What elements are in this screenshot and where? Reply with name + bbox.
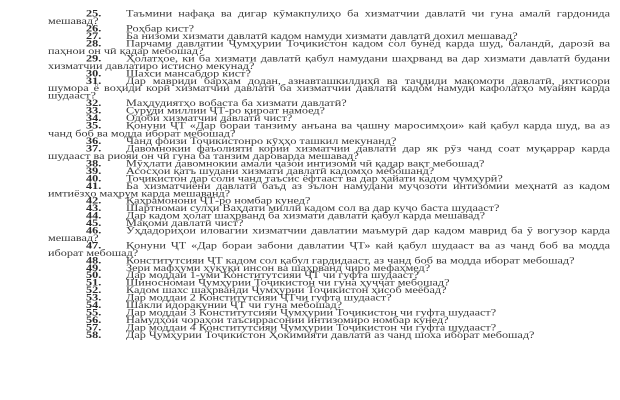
question-number: 56. bbox=[86, 314, 102, 326]
question-number: 39. bbox=[86, 165, 102, 176]
question-text: Қаҳрамонони ҶТ-ро номбар кунед? bbox=[126, 195, 311, 206]
question-text: Ба низоми хизмати давлатӣ кадом намуди хизмати давлатӣ дохил мешавад? bbox=[126, 30, 518, 42]
question-item bbox=[48, 329, 610, 341]
question-number: 53. bbox=[86, 292, 102, 303]
question-text: Чанд фоизи Тоҷикистонро кӯҳҳо ташкил мекунанд? bbox=[126, 135, 397, 146]
question-number: 43. bbox=[86, 202, 102, 214]
question-text: Конститутсияи ҶТ кадом сол қабул гардидааст, аз чанд боб ва модда иборат мебошад? bbox=[126, 255, 575, 266]
question-text: Дар моддаи 3 Конститутсияи Ҷумҳурии Тоҷикистон чи гуфта шудааст? bbox=[126, 307, 497, 318]
question-number: 29. bbox=[86, 53, 102, 64]
question-text: Тоҷикистон дар соли чанд таъсис ёфтааст ва дар ҳайати кадом ҷумҳурӣ? bbox=[126, 172, 503, 184]
question-text: Маҳдудиятҳо вобаста ба хизмати давлатӣ? bbox=[126, 98, 347, 109]
question-text: Шахси мансабдор кист? bbox=[126, 68, 251, 79]
question-text: Ҳолатҳое, ки ба хизмати давлатӣ қабул намудани шаҳрванд ва дар хизмати давлатӣ будани хизматчии давлатиро истисно мекунад? bbox=[48, 53, 610, 72]
question-number: 49. bbox=[86, 262, 102, 274]
question-number: 57. bbox=[86, 322, 102, 333]
question-number: 34. bbox=[86, 113, 102, 124]
question-text: Одоби хизматчии давлатӣ чист? bbox=[126, 113, 293, 124]
question-list bbox=[48, 10, 610, 339]
question-number: 40. bbox=[86, 172, 102, 184]
question-text: Дар моддаи 1-уми Конститутсияи ҶТ чи гуфта шудааст? bbox=[126, 270, 419, 281]
question-text: Дар моддаи 4 Конститутсияи Ҷумҳурии Тоҷикистон чи гуфта шудааст? bbox=[126, 322, 497, 333]
question-text: Суруди миллии ҶТ-ро қироат намоед? bbox=[126, 105, 325, 117]
question-text: Роҳбар кист? bbox=[126, 23, 195, 34]
question-number: 30. bbox=[86, 68, 102, 79]
question-text: Шартномаи сулҳи Ваҳдати миллӣ кадом сол ва дар куҷо баста шудааст? bbox=[126, 202, 500, 214]
question-text: Намудҳои чораҳои таъсиррасонии интизомиро номбар кунед? bbox=[126, 314, 449, 326]
question-text: Қонуни ҶТ «Дар бораи танзиму анъана ва ҷашну маросимҳои» кай қабул карда шуд, ва аз чанд боб ва модда иборат мебошад? bbox=[48, 120, 610, 139]
question-text: Давомнокии фаъолияти кории хизматчии давлатӣ дар як рӯз чанд соат муқаррар карда шудааст ва риояи он чӣ гуна ба танзим дароварда мешавад? bbox=[48, 143, 610, 161]
question-number: 51. bbox=[86, 277, 102, 288]
question-number: 50. bbox=[86, 270, 102, 281]
question-number: 46. bbox=[86, 225, 102, 236]
question-number: 31. bbox=[86, 75, 102, 87]
question-text: Ба хизматчиёни давлатӣ баъд аз эълон намудани муҷозоти интизомии меҳнатӣ аз кадом имтиёзҳо маҳрум карда мешаванд? bbox=[48, 180, 610, 199]
question-text: Зери мафҳуми ҳуқуқи инсон ва шаҳрванд чиро мефаҳмед? bbox=[126, 262, 431, 274]
question-text: Ӯҳдадориҳои иловагии хизматчии давлатии маъмурӣ дар кадом маврид ба ӯ вогузор карда мешавад? bbox=[48, 225, 610, 244]
question-text: Шиносномаи Ҷумҳурии Тоҷикистон чи гуна ҳуҷҷат мебошад? bbox=[126, 277, 450, 288]
question-text: Дар моддаи 2 Конститутсияи ҶТчи гуфта шудааст? bbox=[126, 292, 392, 303]
question-text: Мақоми давлатӣ чист? bbox=[126, 217, 244, 229]
question-number: 44. bbox=[86, 210, 102, 221]
question-number: 38. bbox=[86, 157, 102, 169]
question-text: Қонуни ҶТ «Дар бораи забони давлатии ҶТ» кай қабул шудааст ва аз чанд боб ва модда иборат мебошад? bbox=[48, 240, 610, 259]
question-number: 33. bbox=[86, 105, 102, 117]
question-number: 47. bbox=[86, 240, 102, 251]
question-number: 52. bbox=[86, 285, 102, 296]
question-text: Дар мавриди барҳам додан, азнавташкилдиҳӣ ва таҷдиди мақомоти давлатӣ, ихтисори шумора ё воҳиди корӣ хизматчии давлатӣ ба хизматчии давлатӣ кадом намуди кафолатҳо муайян карда шудааст? bbox=[48, 75, 610, 102]
question-text: Парчами давлатии Ҷумҳурии Тоҷикистон кадом сол бунёд карда шуд, баландӣ, дарозӣ ва паҳнои он чӣ қадар мебошад? bbox=[48, 38, 610, 57]
question-number: 45. bbox=[86, 217, 102, 229]
question-item bbox=[48, 75, 610, 102]
question-number: 35. bbox=[86, 120, 102, 132]
question-text: Дар Ҷумҳурии Тоҷикистон Ҳокимияти давлатӣ аз чанд шоха иборат мебошад? bbox=[126, 329, 535, 341]
question-number: 36. bbox=[86, 135, 102, 146]
question-number: 55. bbox=[86, 307, 102, 318]
question-number: 25. bbox=[86, 8, 102, 19]
question-text: Мӯҳлати давомнокии амали ҷазои интизомӣ чӣ қадар вақт мебошад? bbox=[126, 157, 485, 169]
question-number: 37. bbox=[86, 143, 102, 154]
question-number: 27. bbox=[86, 30, 102, 42]
question-number: 28. bbox=[86, 38, 102, 49]
question-number: 41. bbox=[86, 180, 102, 191]
question-number: 54. bbox=[86, 299, 102, 311]
question-text: Кадом шахс шаҳрванди Ҷумҳурии Тоҷикистон ҳисоб меёбад? bbox=[126, 285, 447, 296]
question-text: Дар кадом ҳолат шаҳрванд ба хизмати давлатӣ қабул карда мешавад? bbox=[126, 210, 485, 221]
question-number: 32. bbox=[86, 98, 102, 109]
question-text: Асосҳои қатъ шудани хизмати давлатӣ кадомҳо мебошанд? bbox=[126, 165, 435, 176]
question-number: 26. bbox=[86, 23, 102, 34]
question-text: Таъмини нафақа ва дигар кӯмакпулиҳо ба хизматчии давлатӣ чи гуна амалӣ гардонида мешавад? bbox=[48, 8, 610, 27]
question-number: 42. bbox=[86, 195, 102, 206]
question-number: 48. bbox=[86, 255, 102, 266]
question-number: 58. bbox=[86, 329, 102, 341]
question-text: Шакли идоракунии ҶТ чи гуна мебошад? bbox=[126, 299, 343, 311]
